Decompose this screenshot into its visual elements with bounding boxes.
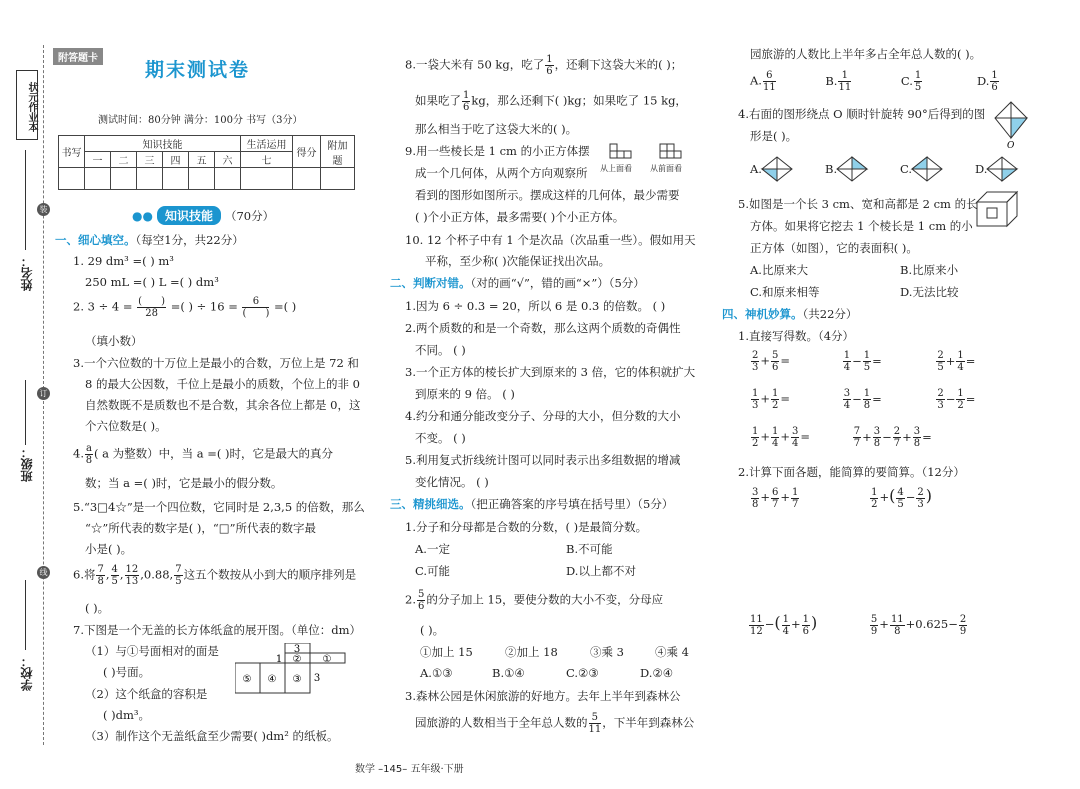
s3-q1-opt-c: C.可能	[415, 564, 451, 578]
name-blank[interactable]	[25, 150, 26, 250]
name-label: 姓名：	[20, 255, 34, 291]
q5-opt-a: A.比原来大	[750, 263, 808, 277]
page-title: 期末测试卷	[145, 59, 251, 81]
q8b: 如果吃了 $\frac{1}{6}$ kg，那么还剩下( )kg；如果吃了 15 kg，	[415, 90, 687, 113]
score-cell[interactable]	[293, 168, 321, 190]
section-3-heading: 三、精挑细选。（把正确答案的序号填在括号里）（5分）	[390, 497, 674, 511]
q4-opt-a[interactable]: A.	[750, 162, 762, 176]
q10-l2: 平称，至少称( )次能保证找出次品。	[425, 254, 611, 268]
col3-q4b: 形是( )。	[750, 129, 798, 143]
svg-text:3: 3	[293, 644, 301, 655]
s3-q2-ans-a: A.①③	[420, 666, 453, 680]
knowledge-label: 知识技能	[157, 206, 221, 225]
school-label: 学校：	[20, 655, 34, 691]
q4-opt-b[interactable]: B.	[825, 162, 838, 176]
answer-card-tag: 附答题卡	[53, 48, 103, 65]
s3-q2-cond: ③乘 3	[590, 645, 624, 659]
s2-item: 到原来的 9 倍。 ( )	[415, 387, 515, 401]
binding-mark: 装	[37, 203, 50, 216]
svg-text:3: 3	[313, 673, 321, 684]
s3-q1-opt-a: A.一定	[415, 542, 450, 556]
q10-l1: 10. 12 个杯子中有 1 个是次品（次品重一些）。假如用天	[405, 233, 696, 247]
s3-q2-cond: ①加上 15	[420, 645, 473, 659]
s3-q2: 2. $\frac{5}{6}$ 的分子加上 15，要使分数的大小不变，分母应	[405, 589, 664, 612]
s2-item: 4.约分和通分能改变分子、分母的大小，但分数的大小	[405, 409, 681, 423]
school-blank[interactable]	[25, 580, 26, 650]
s3-q3-l1: 3.森林公园是休闲旅游的好地方。去年上半年到森林公	[405, 689, 681, 703]
col3-q5-l1: 5.如图是一个长 3 cm、宽和高都是 2 cm 的长	[738, 197, 978, 211]
s3-q2-ans-b: B.①④	[492, 666, 525, 680]
q3-l3: 自然数既不是质数也不是合数，其余各位上都是 0，这	[85, 398, 361, 412]
q7b-blank: ( )dm³。	[103, 708, 151, 722]
exam-meta: 测试时间：80分钟 满分：100分 书写（3分）	[98, 115, 303, 126]
svg-text:②: ②	[292, 654, 302, 665]
rotation-options	[760, 154, 1020, 186]
s3-q1-opt-b: B.不可能	[566, 542, 613, 556]
svg-text:①: ①	[322, 654, 332, 665]
q3-l4: 个六位数是( )。	[85, 419, 167, 433]
score-cell[interactable]	[241, 168, 293, 190]
calc-row-1: $\frac{2}{3}$ + $\frac{5}{6}$ = $\frac{1}{4}$ − $\frac{1}{5}$ = $\frac{2}{5}$ + $\frac{1}{4}$ =	[752, 350, 976, 373]
q8a: 8.一袋大米有 50 kg，吃了 $\frac{1}{6}$ ，还剩下这袋大米的( )；	[405, 54, 683, 77]
q7c: （3）制作这个无盖纸盒至少需要( )dm² 的纸板。	[85, 729, 339, 743]
q7: 7.下图是一个无盖的长方体纸盒的展开图。（单位：dm）	[73, 623, 361, 637]
section-2-heading: 二、判断对错。（对的画“√”，错的画“×”）（5分）	[390, 276, 645, 290]
q3-l1: 3.一个六位数的十万位上是最小的合数，万位上是 72 和	[73, 356, 359, 370]
s2-item: 5.利用复式折线统计图可以同时表示出多组数据的增减	[405, 453, 681, 467]
view-label-top: 从上面看	[600, 164, 632, 173]
score-cell[interactable]	[215, 168, 241, 190]
q8c: 那么相当于吃了这袋大米的( )。	[415, 122, 578, 136]
s3-q1-opt-d: D.以上都不对	[566, 564, 636, 578]
view-label-front: 从前面看	[650, 164, 682, 173]
q5-opt-d: D.无法比较	[900, 285, 959, 299]
col3-cont: 园旅游的人数比上半年多占全年总人数的( )。	[750, 47, 982, 61]
s2-item: 3.一个正方体的棱长扩大到原来的 3 倍，它的体积就扩大	[405, 365, 696, 379]
q5-opt-c: C.和原来相等	[750, 285, 820, 299]
q5-opt-b: B.比原来小	[900, 263, 959, 277]
svg-text:⑤: ⑤	[242, 674, 252, 685]
q2: 2. 3 ÷ 4 = $\frac{( )}{28}$ =( ) ÷ 16 = $\frac{6}{( )}$ =( )	[73, 296, 297, 319]
score-cell[interactable]	[111, 168, 137, 190]
brand-stamp: 状元作业本	[16, 70, 38, 140]
page-footer: 数学 –145– 五年级·下册	[355, 764, 464, 775]
s3-q2-blank: ( )。	[420, 623, 445, 637]
q5-l2: “☆”所代表的数字是( )，“□”所代表的数字最	[85, 521, 317, 535]
class-blank[interactable]	[25, 380, 26, 445]
score-cell[interactable]	[137, 168, 163, 190]
q4b: 数；当 a =( )时，它是最小的假分数。	[85, 476, 283, 490]
svg-text:1: 1	[275, 654, 283, 665]
rotation-figure	[993, 100, 1033, 150]
knowledge-header	[132, 206, 274, 225]
s4-q1: 1.直接写得数。（4分）	[738, 329, 855, 343]
views-diagram	[598, 142, 698, 182]
q4-opt-c[interactable]: C.	[900, 162, 913, 176]
s2-item: 1.因为 6 ÷ 0.3 = 20，所以 6 是 0.3 的倍数。 ( )	[405, 299, 666, 313]
s2-item: 不同。 ( )	[415, 343, 466, 357]
q9-l1: 9.用一些棱长是 1 cm 的小正方体摆	[405, 144, 590, 158]
q1b: 250 mL =( ) L =( ) dm³	[85, 275, 219, 289]
q6: 6.将 $\frac{7}{8}$ , $\frac{4}{5}$ , $\frac{12}{13}$ ,0.88, $\frac{7}{5}$ 这五个数按从小到大的顺序排列是	[73, 564, 357, 587]
calc-row-3: $\frac{1}{2}$ + $\frac{1}{4}$ + $\frac{3}{4}$ = $\frac{7}{7}$ + $\frac{3}{8}$ − $\frac{2}{7}$ + $\frac{3}{8}$ =	[752, 426, 932, 449]
section-1-heading: 一、细心填空。（每空1分，共22分）	[55, 233, 244, 247]
box-net-diagram	[235, 643, 350, 700]
q3-l2: 8 的最大公因数，千位上是最小的质数，个位上的非 0	[85, 377, 360, 391]
binding-mark: 线	[37, 566, 50, 579]
s3-q2-cond: ②加上 18	[505, 645, 558, 659]
s2-item: 2.两个质数的和是一个奇数，那么这两个质数的奇偶性	[405, 321, 681, 335]
score-cell[interactable]	[85, 168, 111, 190]
q2-note: （填小数）	[85, 334, 143, 348]
col3-q4: 4.右面的图形绕点 O 顺时针旋转 90°后得到的图	[738, 107, 986, 121]
calc-row-2: $\frac{1}{3}$ + $\frac{1}{2}$ = $\frac{3}{4}$ − $\frac{1}{8}$ = $\frac{2}{3}$ − $\frac{1}{2}$ =	[752, 388, 976, 411]
class-label: 班级：	[20, 446, 34, 482]
q9-l3: 看到的图形如图所示。摆成这样的几何体，最少需要	[415, 188, 680, 202]
q7b: （2）这个纸盒的容积是	[85, 687, 208, 701]
s3-q2-ans-c: C.②③	[566, 666, 599, 680]
col3-q5-l2: 方体。如果将它挖去 1 个棱长是 1 cm 的小	[750, 219, 973, 233]
q6-blank: ( )。	[85, 601, 110, 615]
svg-text:O: O	[1007, 141, 1015, 150]
q4a: 4. $\frac{a}{8}$ ( a 为整数）中，当 a =( )时，它是最大的真分	[73, 443, 334, 466]
score-table: 书写 知识技能 生活运用 得分 附加题 一 二 三 四 五 六 七	[58, 135, 355, 190]
svg-text:④: ④	[267, 674, 277, 685]
svg-text:③: ③	[292, 674, 302, 685]
q7a: （1）与①号面相对的面是	[85, 644, 219, 658]
col3-q5-l3: 正方体（如图），它的表面积( )。	[750, 241, 918, 255]
q9-l2: 成一个几何体，从两个方向观察所	[415, 166, 588, 180]
q3-options: A. $\frac{6}{11}$ B. $\frac{1}{11}$ C. $\frac{1}{5}$ D. $\frac{1}{6}$	[750, 70, 998, 93]
dots-icon: ●●	[132, 208, 153, 223]
s3-q1: 1.分子和分母都是合数的分数，( )是最简分数。	[405, 520, 648, 534]
s2-item: 变化情况。 ( )	[415, 475, 489, 489]
s3-q2-ans-d: D.②④	[640, 666, 674, 680]
score-cell[interactable]	[163, 168, 189, 190]
s4-q2: 2.计算下面各题，能简算的要简算。（12分）	[738, 465, 965, 479]
binding-mark: 订	[37, 387, 50, 400]
section-4-heading: 四、神机妙算。（共22分）	[722, 307, 858, 321]
s3-q2-cond: ④乘 4	[655, 645, 689, 659]
q5-l1: 5.“3□4☆”是一个四位数，它同时是 2,3,5 的倍数，那么	[73, 500, 365, 514]
score-cell[interactable]	[321, 168, 355, 190]
q5-l3: 小是( )。	[85, 542, 133, 556]
q7a-blank: ( )号面。	[103, 665, 151, 679]
q1a: 1. 29 dm³ =( ) m³	[73, 254, 174, 268]
q4-opt-d[interactable]: D.	[975, 162, 988, 176]
calc-q2-a: $\frac{3}{8}$ + $\frac{6}{7}$ + $\frac{1}{7}$ $\frac{1}{2}$ +( $\frac{4}{5}$ − $\frac{2}{3}$ )	[752, 486, 932, 510]
q9-l4: ( )个小正方体，最多需要( )个小正方体。	[415, 210, 625, 224]
s3-q3-l2: 园旅游的人数相当于全年总人数的 $\frac{5}{11}$ ，下半年到森林公	[415, 712, 695, 735]
score-cell[interactable]	[189, 168, 215, 190]
s2-item: 不变。 ( )	[415, 431, 466, 445]
knowledge-score: （70分）	[224, 208, 275, 223]
score-cell[interactable]	[59, 168, 85, 190]
calc-q2-b: $\frac{11}{12}$ −( $\frac{1}{4}$ + $\frac{1}{6}$ ) $\frac{5}{9}$ + $\frac{11}{8}$ +0.625− $\frac{2}{9}$	[750, 613, 967, 637]
cuboid-figure	[975, 190, 1020, 228]
